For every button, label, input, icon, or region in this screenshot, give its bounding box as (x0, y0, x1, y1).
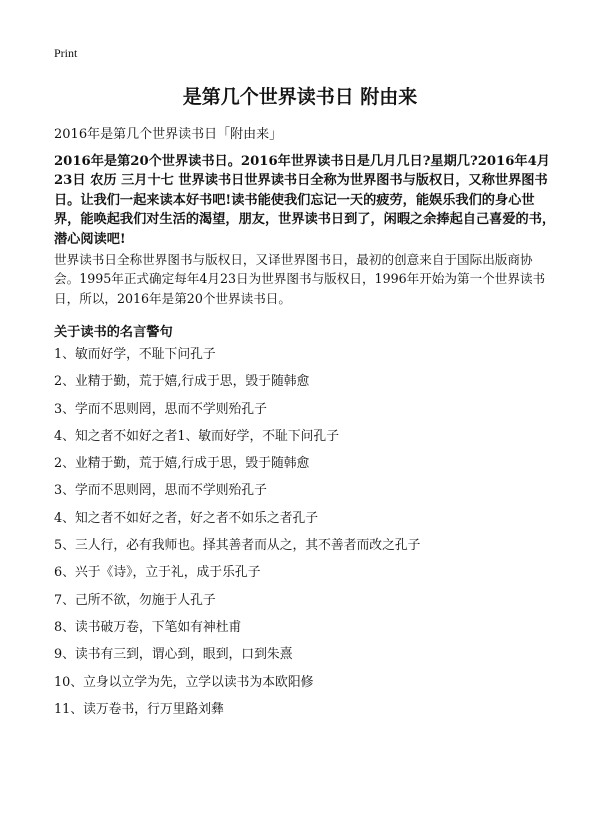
body-paragraph: 世界读书日全称世界图书与版权日，又译世界图书日，最初的创意来自于国际出版商协会。1995年正式确定每年4月23日为世界图书与版权日，1996年开始为第一个世界读书日，所以，2016年是第20个世界读书日。 (54, 252, 546, 306)
quote-item: 5、三人行，必有我师也。择其善者而从之，其不善者而改之孔子 (54, 538, 421, 554)
intro-paragraph: 2016年是第20个世界读书日。2016年世界读书日是几月几日?星期几?2016年4月23日 农历 三月十七 世界读书日世界读书日全称为世界图书与版权日，又称世界图书日。让我们一起来读本好书吧!读书能使我们忘记一天的疲劳，能娱乐我们的身心世界，能唤起我们对生活的渴望，朋友，世界读书日到了，闲暇之余捧起自己喜爱的书，潜心阅读吧! (54, 154, 556, 247)
quote-item: 6、兴于《诗》，立于礼，成于乐孔子 (54, 565, 261, 581)
quote-item: 8、读书破万卷，下笔如有神杜甫 (54, 619, 242, 635)
quote-item: 9、读书有三到，谓心到，眼到，口到朱熹 (54, 647, 293, 663)
quote-item: 3、学而不思则罔，思而不学则殆孔子 (54, 401, 267, 417)
print-link[interactable]: Print (54, 46, 78, 60)
quotes-list (54, 347, 420, 729)
quote-item: 3、学而不思则罔，思而不学则殆孔子 (54, 483, 267, 499)
quote-item: 2、业精于勤，荒于嬉,行成于思，毁于随韩愈 (54, 374, 310, 390)
quote-item: 11、读万卷书，行万里路刘彝 (54, 701, 224, 717)
quotes-heading: 关于读书的名言警句 (54, 325, 173, 340)
page-title: 是第几个世界读书日 附由来 (182, 86, 418, 108)
quote-item: 10、立身以立学为先，立学以读书为本欧阳修 (54, 674, 314, 690)
quote-item: 4、知之者不如好之者，好之者不如乐之者孔子 (54, 510, 319, 526)
quote-item: 7、己所不欲，勿施于人孔子 (54, 592, 216, 608)
article-subtitle: 2016年是第几个世界读书日「附由来」 (54, 127, 283, 142)
quote-item: 2、业精于勤，荒于嬉,行成于思，毁于随韩愈 (54, 456, 310, 472)
quote-item: 4、知之者不如好之者1、敏而好学，不耻下问孔子 (54, 428, 340, 444)
quote-item: 1、敏而好学，不耻下问孔子 (54, 347, 216, 362)
